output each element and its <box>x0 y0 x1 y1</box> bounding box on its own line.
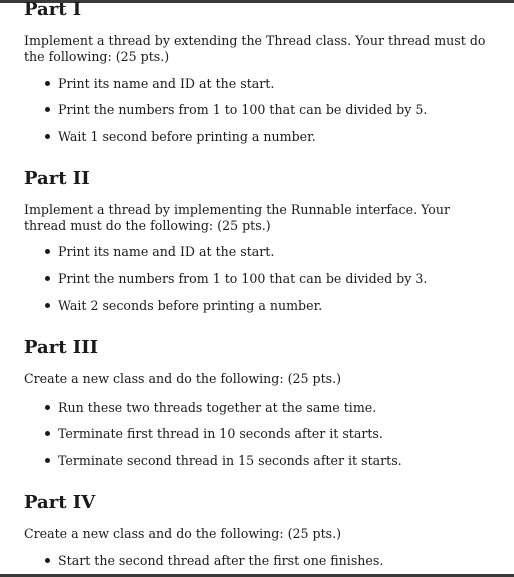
part-4-heading: Part IV <box>24 492 96 513</box>
item-text: Run these two threads together at the same time. <box>58 400 377 415</box>
part-2-heading: Part II <box>24 168 90 189</box>
bullet-icon <box>45 81 50 86</box>
part-3-heading: Part III <box>24 337 99 358</box>
part-3-item-3 <box>45 453 402 469</box>
part-1-intro: Implement a thread by extending the Thread class. Your thread must do the following: (25 pts.) <box>24 33 486 64</box>
part-2-item-3 <box>45 298 323 314</box>
bullet-icon <box>45 303 50 308</box>
item-text: Wait 1 second before printing a number. <box>58 129 316 144</box>
part-4-intro: Create a new class and do the following: (25 pts.) <box>24 526 342 541</box>
part-2-intro: Implement a thread by implementing the Runnable interface. Your thread must do the following: (25 pts.) <box>24 202 451 233</box>
part-4-item-1 <box>45 553 384 569</box>
bullet-icon <box>45 458 50 463</box>
bullet-icon <box>45 249 50 254</box>
bullet-icon <box>45 107 50 112</box>
bullet-icon <box>45 405 50 410</box>
part-1-item-2 <box>45 102 428 118</box>
item-text: Terminate second thread in 15 seconds after it starts. <box>58 453 402 468</box>
bullet-icon <box>45 134 50 139</box>
item-text: Print the numbers from 1 to 100 that can be divided by 5. <box>58 102 428 117</box>
part-2-item-1 <box>45 244 275 260</box>
part-1-item-1 <box>45 76 275 92</box>
part-2-item-2 <box>45 271 428 287</box>
item-text: Print its name and ID at the start. <box>58 76 275 91</box>
part-3-item-1 <box>45 400 377 416</box>
bullet-icon <box>45 276 50 281</box>
bullet-icon <box>45 431 50 436</box>
part-3-intro: Create a new class and do the following: (25 pts.) <box>24 371 342 386</box>
bullet-icon <box>45 558 50 563</box>
part-1-heading: Part I <box>24 0 82 20</box>
item-text: Print the numbers from 1 to 100 that can be divided by 3. <box>58 271 428 286</box>
item-text: Terminate first thread in 10 seconds after it starts. <box>58 426 383 441</box>
part-1-item-3 <box>45 129 316 145</box>
item-text: Start the second thread after the first one finishes. <box>58 553 384 568</box>
item-text: Wait 2 seconds before printing a number. <box>58 298 323 313</box>
item-text: Print its name and ID at the start. <box>58 244 275 259</box>
part-3-item-2 <box>45 426 383 442</box>
